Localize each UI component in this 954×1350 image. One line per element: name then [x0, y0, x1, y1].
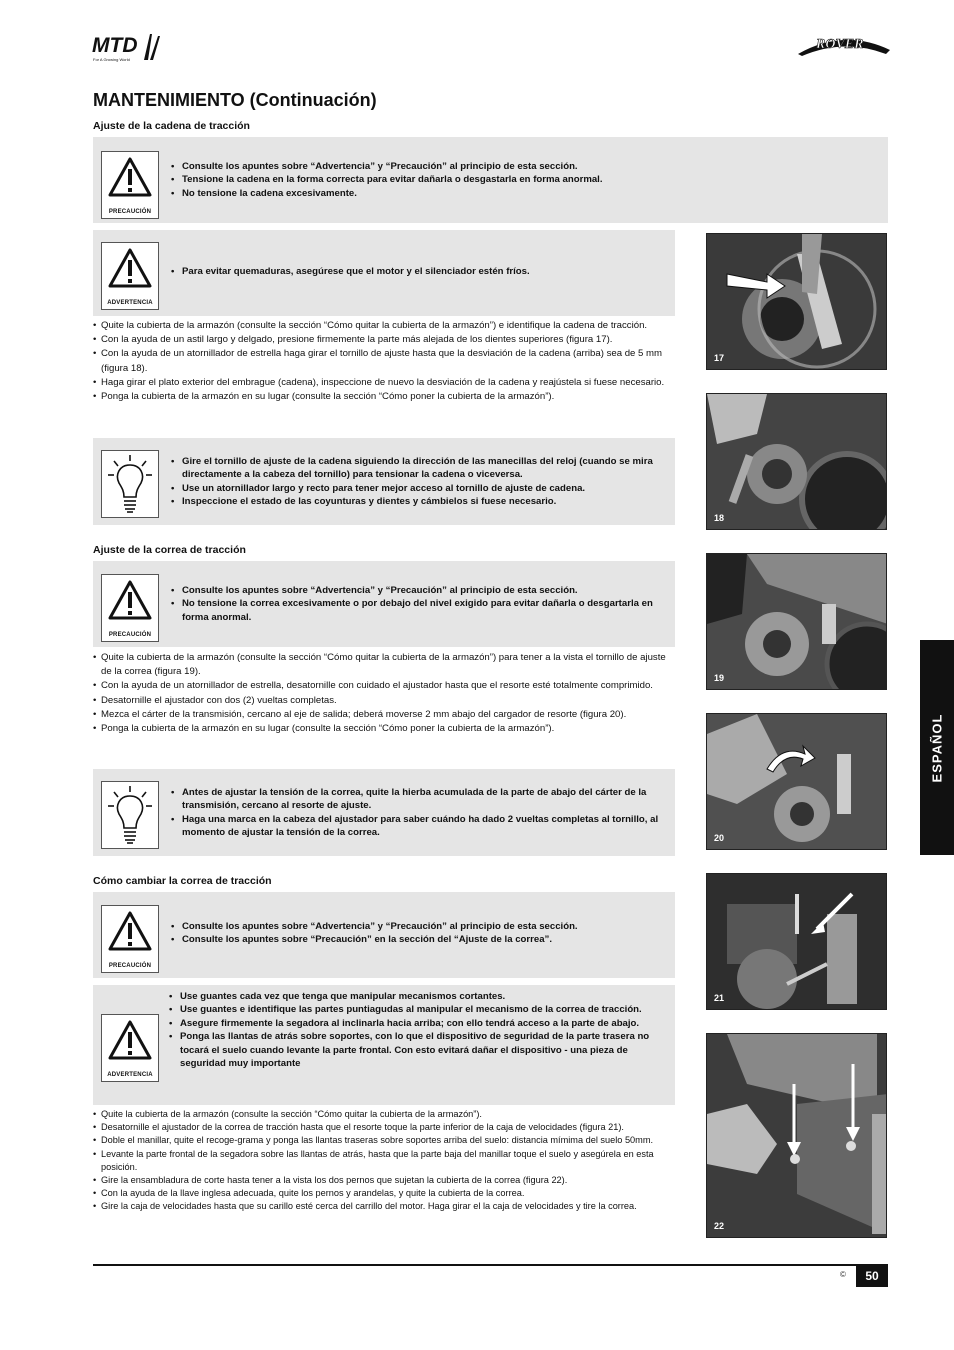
caution-label: PRECAUCIÓN — [108, 209, 152, 215]
mtd-logo — [92, 30, 162, 64]
belt-tip-box — [93, 769, 675, 856]
figure-number: 20 — [714, 833, 725, 843]
chain-warning-box — [93, 230, 675, 316]
list-item: • Consulte los apuntes sobre “Precaución” en la sección del “Ajuste de la correa”. — [171, 933, 666, 946]
list-item: • Gire el tornillo de ajuste de la cadena siguiendo la dirección de las manecillas del reloj (cuando se mira directamente a la cabeza del tornillo) para tensionar la cadena o viceversa. — [171, 455, 666, 482]
list-item: • No tensione la correa excesivamente o por debajo del nivel exigido para evitar dañarla o desgartarla en forma anormal. — [171, 597, 661, 624]
chain-tip-list — [171, 455, 666, 509]
caution-icon — [101, 574, 159, 642]
list-item: • Con la ayuda de un atornillador de estrella haga girar el tornillo de ajuste hasta que la desviación de la cadena (arriba) sea de 5 mm (figura 18). — [93, 347, 678, 375]
change-steps — [93, 1108, 678, 1214]
copyright-mark: © — [840, 1270, 846, 1279]
figure-22-photo — [706, 1033, 887, 1238]
language-tab — [920, 640, 954, 855]
language-tab-label: ESPAÑOL — [929, 713, 945, 782]
mtd-tagline: For A Growing World — [93, 57, 130, 62]
mtd-logo-text: MTD — [92, 34, 138, 57]
list-item: • Con la ayuda de la llave inglesa adecuada, quite los pernos y arandelas, y quite la cubierta de la correa. — [93, 1187, 678, 1200]
list-item: • Gire la caja de velocidades hasta que su carillo esté cerca del carrillo del motor. Haga girar el la caja de velocidades y tire la correa. — [93, 1200, 678, 1213]
list-item: • Use un atornillador largo y recto para tener mejor acceso al tornillo de ajuste de cadena. — [171, 482, 666, 495]
chain-tip-box — [93, 438, 675, 525]
change-caution-box — [93, 892, 675, 978]
rover-logo — [796, 26, 892, 60]
chain-caution-box — [93, 137, 888, 223]
belt-caution-box — [93, 561, 675, 647]
change-caution-list — [171, 920, 666, 947]
figure-20-photo — [706, 713, 887, 850]
lightbulb-icon — [101, 450, 159, 518]
list-item: • Consulte los apuntes sobre “Advertencia” y “Precaución” al principio de esta sección. — [171, 584, 661, 597]
caution-label: PRECAUCIÓN — [108, 632, 152, 638]
figure-number: 18 — [714, 513, 725, 523]
list-item: • Asegure firmemente la segadora al inclinarla hacia arriba; con ello tendrá acceso a la parte de abajo. — [169, 1017, 659, 1030]
list-item: • Ponga la cubierta de la armazón en su lugar (consulte la sección “Cómo poner la cubierta de la armazón”). — [93, 722, 678, 736]
list-item: • Tensione la cadena en la forma correcta para evitar dañarla o desgastarla en forma anormal. — [171, 173, 871, 186]
list-item: • Mezca el cárter de la transmisión, cercano al eje de salida; deberá moverse 2 mm abajo del cargador de resorte (figura 20). — [93, 708, 678, 722]
list-item: • Quite la cubierta de la armazón (consulte la sección “Cómo quitar la cubierta de la armazón”). — [93, 1108, 678, 1121]
caution-icon — [101, 151, 159, 219]
figure-21-photo — [706, 873, 887, 1010]
figure-number: 19 — [714, 673, 725, 683]
change-warning-box — [93, 985, 675, 1105]
chain-heading: Ajuste de la cadena de tracción — [93, 120, 250, 132]
list-item: • Ponga la cubierta de la armazón en su lugar (consulte la sección “Cómo poner la cubierta de la armazón”). — [93, 390, 678, 404]
warning-label: ADVERTENCIA — [107, 300, 153, 306]
list-item: • Inspeccione el estado de las coyunturas y dientes y cámbielos si fuese necesario. — [171, 495, 666, 508]
list-item: • Desatornille el ajustador de la correa de tracción hasta que el resorte toque la parte inferior de la caja de velocidades (figura 21). — [93, 1121, 678, 1134]
list-item: • Ponga las llantas de atrás sobre soportes, con lo que el dispositivo de seguridad de la parte trasera no tocará el suelo cuando levante la parte frontal. Con esto evitará dañar el dispositivo - una pieza de seguridad muy importante — [169, 1030, 659, 1070]
list-item: • Haga girar el plato exterior del embrague (cadena), inspeccione de nuevo la desviación de la cadena y reajústela si fuese necesario. — [93, 376, 678, 390]
belt-tip-list — [171, 786, 666, 840]
change-warning-list — [169, 990, 659, 1070]
figure-17-photo — [706, 233, 887, 370]
list-item: • Gire la ensambladura de corte hasta tener a la vista los dos pernos que sujetan la cubierta de la correa (figura 22). — [93, 1174, 678, 1187]
list-item: • Use guantes cada vez que tenga que manipular mecanismos cortantes. — [169, 990, 659, 1003]
list-item: • Quite la cubierta de la armazón (consulte la sección “Cómo quitar la cubierta de la armazón”) e identifique la cadena de tracción. — [93, 319, 678, 333]
caution-label: PRECAUCIÓN — [108, 963, 152, 969]
page-title: MANTENIMIENTO (Continuación) — [93, 90, 377, 110]
warning-label: ADVERTENCIA — [107, 1072, 153, 1078]
belt-steps — [93, 651, 678, 736]
figure-number: 21 — [714, 993, 725, 1003]
list-item: • Doble el manillar, quite el recoge-grama y ponga las llantas traseras sobre soportes arriba del suelo: distancia mímima del suelo 50mm. — [93, 1134, 678, 1147]
change-heading: Cómo cambiar la correa de tracción — [93, 875, 272, 887]
list-item: • Haga una marca en la cabeza del ajustador para saber cuándo ha dado 2 vueltas completas al tornillo, al momento de ajustar la tensión de la correa. — [171, 813, 666, 840]
page-number: 50 — [856, 1266, 888, 1287]
list-item: • Antes de ajustar la tensión de la correa, quite la hierba acumulada de la parte de abajo del cárter de la transmisión, cercano al resorte de ajuste. — [171, 786, 666, 813]
figure-19-photo — [706, 553, 887, 690]
list-item: • Desatornille el ajustador con dos (2) vueltas completas. — [93, 694, 678, 708]
chain-caution-list — [171, 160, 871, 200]
chain-warning-list — [171, 265, 661, 278]
warning-icon — [101, 1014, 159, 1082]
figure-number: 22 — [714, 1221, 725, 1231]
rover-logo-text: ROVER — [816, 37, 864, 52]
list-item: • Con la ayuda de un astil largo y delgado, presione firmemente la parte más alejada de los dientes superiores (figura 17). — [93, 333, 678, 347]
list-item: • Con la ayuda de un atornillador de estrella, desatornille con cuidado el ajustador hasta que el resorte esté totalmente comprimido. — [93, 679, 678, 693]
figure-18-photo — [706, 393, 887, 530]
chain-steps — [93, 319, 678, 404]
list-item: • Consulte los apuntes sobre “Advertencia” y “Precaución” al principio de esta sección. — [171, 160, 871, 173]
list-item: • Quite la cubierta de la armazón (consulte la sección “Cómo quitar la cubierta de la armazón”) para tener a la vista el tornillo de ajuste de la correa (figura 19). — [93, 651, 678, 679]
footer-rule — [93, 1264, 888, 1266]
warning-icon — [101, 242, 159, 310]
list-item: • Consulte los apuntes sobre “Advertencia” y “Precaución” al principio de esta sección. — [171, 920, 666, 933]
belt-caution-list — [171, 584, 661, 624]
figure-number: 17 — [714, 353, 725, 363]
list-item: • Levante la parte frontal de la segadora sobre las llantas de atrás, hasta que la parte baja del manillar toque el suelo y asegúrela en esta posición. — [93, 1148, 678, 1174]
belt-heading: Ajuste de la correa de tracción — [93, 544, 246, 556]
lightbulb-icon — [101, 781, 159, 849]
list-item: • Use guantes e identifique las partes puntiagudas al manipular el mecanismo de la correa de tracción. — [169, 1003, 659, 1016]
caution-icon — [101, 905, 159, 973]
list-item: • No tensione la cadena excesivamente. — [171, 187, 871, 200]
list-item: • Para evitar quemaduras, asegúrese que el motor y el silenciador estén fríos. — [171, 265, 661, 278]
